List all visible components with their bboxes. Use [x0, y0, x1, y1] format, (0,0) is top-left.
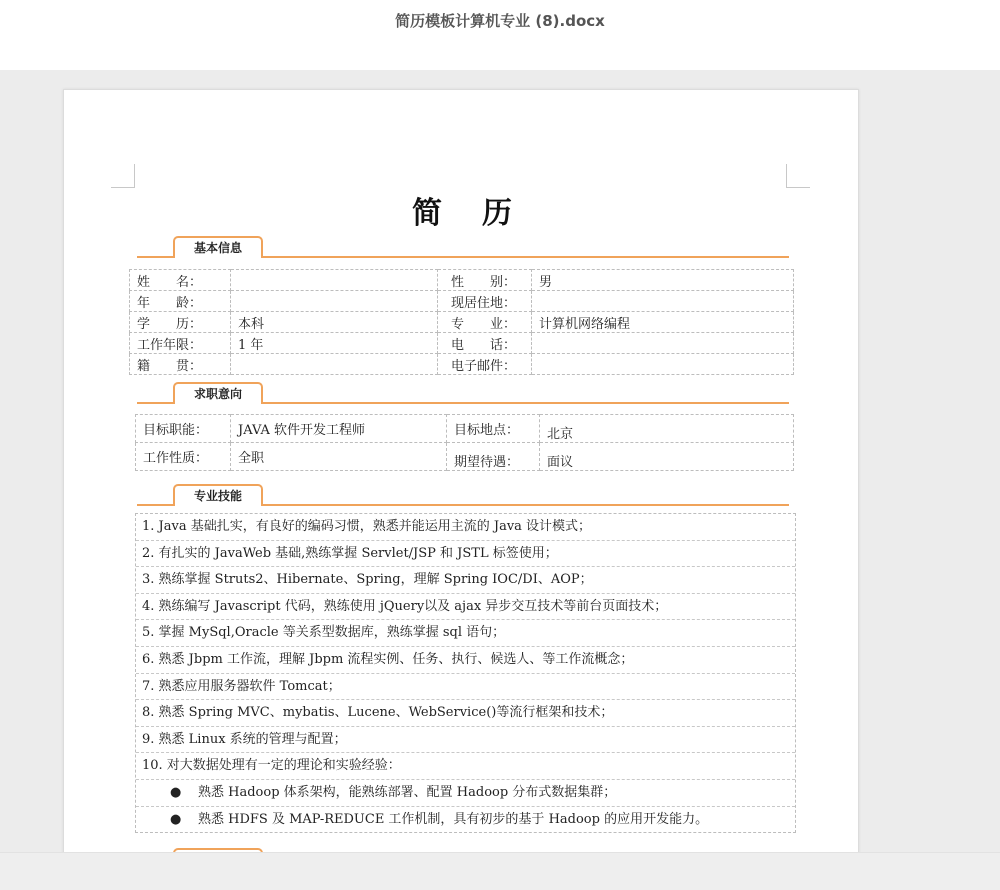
- field-label: 电子邮件：: [438, 354, 532, 375]
- field-label: 学 历：: [130, 312, 231, 333]
- field-value: 1 年: [231, 333, 438, 354]
- field-value: [532, 333, 794, 354]
- skill-item: 6. 熟悉 Jbpm 工作流，理解 Jbpm 流程实例、任务、执行、候选人、等工作流概念；: [136, 647, 795, 674]
- basic-info-table: [129, 269, 794, 375]
- table-row: [130, 354, 794, 375]
- field-label: 性 别：: [438, 270, 532, 291]
- bottom-bar: [0, 852, 1000, 890]
- field-value: [540, 415, 794, 443]
- skill-item: 10. 对大数据处理有一定的理论和实验经验：: [136, 753, 795, 780]
- field-value: [532, 291, 794, 312]
- skill-item: 7. 熟悉应用服务器软件 Tomcat；: [136, 674, 795, 701]
- field-value-text: 面议: [547, 455, 574, 470]
- field-value: [532, 354, 794, 375]
- field-value: JAVA 软件开发工程师: [231, 415, 447, 443]
- table-row: [130, 312, 794, 333]
- table-row: [136, 415, 794, 443]
- section-title: 基本信息: [173, 236, 263, 258]
- field-label: 年 龄：: [130, 291, 231, 312]
- section-header-basic-info: [137, 234, 789, 258]
- field-label: 姓 名：: [130, 270, 231, 291]
- field-value: [231, 270, 438, 291]
- field-value: [231, 354, 438, 375]
- skill-item: 8. 熟悉 Spring MVC、mybatis、Lucene、WebService()等流行框架和技术；: [136, 700, 795, 727]
- field-label: 工作年限：: [130, 333, 231, 354]
- field-label-text: 期望待遇：: [454, 455, 520, 470]
- bullet-icon: ●: [170, 811, 182, 827]
- field-label: 专 业：: [438, 312, 532, 333]
- field-value: 本科: [231, 312, 438, 333]
- table-row: [130, 333, 794, 354]
- field-value: 全职: [231, 443, 447, 471]
- table-row: [130, 270, 794, 291]
- field-label: 工作性质：: [136, 443, 231, 471]
- skill-sub-text: 熟悉 HDFS 及 MAP-REDUCE 工作机制，具有初步的基于 Hadoop 的应用开发能力。: [198, 811, 709, 827]
- skill-item: 1. Java 基础扎实，有良好的编码习惯，熟悉并能运用主流的 Java 设计模式；: [136, 514, 795, 541]
- section-header-skills: [137, 482, 789, 506]
- skill-item: 3. 熟练掌握 Struts2、Hibernate、Spring，理解 Spring IOC/DI、AOP；: [136, 567, 795, 594]
- margin-corner-mark: [786, 164, 810, 188]
- section-header-job-intent: [137, 380, 789, 404]
- document-title: 简历模板计算机专业 (8).docx: [395, 12, 605, 30]
- skill-item: 2. 有扎实的 JavaWeb 基础,熟练掌握 Servlet/JSP 和 JSTL 标签使用；: [136, 541, 795, 568]
- field-value: 男: [532, 270, 794, 291]
- field-label: 现居住地：: [438, 291, 532, 312]
- job-intent-table: [135, 414, 794, 471]
- skill-sub-text: 熟悉 Hadoop 体系架构，能熟练部署、配置 Hadoop 分布式数据集群；: [198, 784, 617, 800]
- document-viewer[interactable]: [0, 70, 1000, 852]
- section-title: 求职意向: [173, 382, 263, 404]
- field-label: 籍 贯：: [130, 354, 231, 375]
- field-label: 电 话：: [438, 333, 532, 354]
- table-row: [136, 443, 794, 471]
- margin-corner-mark: [111, 164, 135, 188]
- field-label: 目标职能：: [136, 415, 231, 443]
- field-label: [447, 443, 540, 471]
- bullet-icon: ●: [170, 784, 182, 800]
- skill-sub-item: [136, 780, 795, 807]
- field-value-text: 北京: [547, 427, 574, 442]
- skills-list: [135, 513, 796, 833]
- skill-sub-item: [136, 807, 795, 834]
- skill-item: 4. 熟练编写 Javascript 代码，熟练使用 jQuery以及 ajax 异步交互技术等前台页面技术；: [136, 594, 795, 621]
- field-label: 目标地点：: [447, 415, 540, 443]
- title-bar: [0, 0, 1000, 70]
- table-row: [130, 291, 794, 312]
- section-title: 专业技能: [173, 484, 263, 506]
- skill-item: 9. 熟悉 Linux 系统的管理与配置；: [136, 727, 795, 754]
- field-value: [231, 291, 438, 312]
- resume-title: 简历: [412, 196, 552, 231]
- skill-item: 5. 掌握 MySql,Oracle 等关系型数据库，熟练掌握 sql 语句；: [136, 620, 795, 647]
- document-page: [63, 89, 859, 852]
- field-value: [540, 443, 794, 471]
- field-value: 计算机网络编程: [532, 312, 794, 333]
